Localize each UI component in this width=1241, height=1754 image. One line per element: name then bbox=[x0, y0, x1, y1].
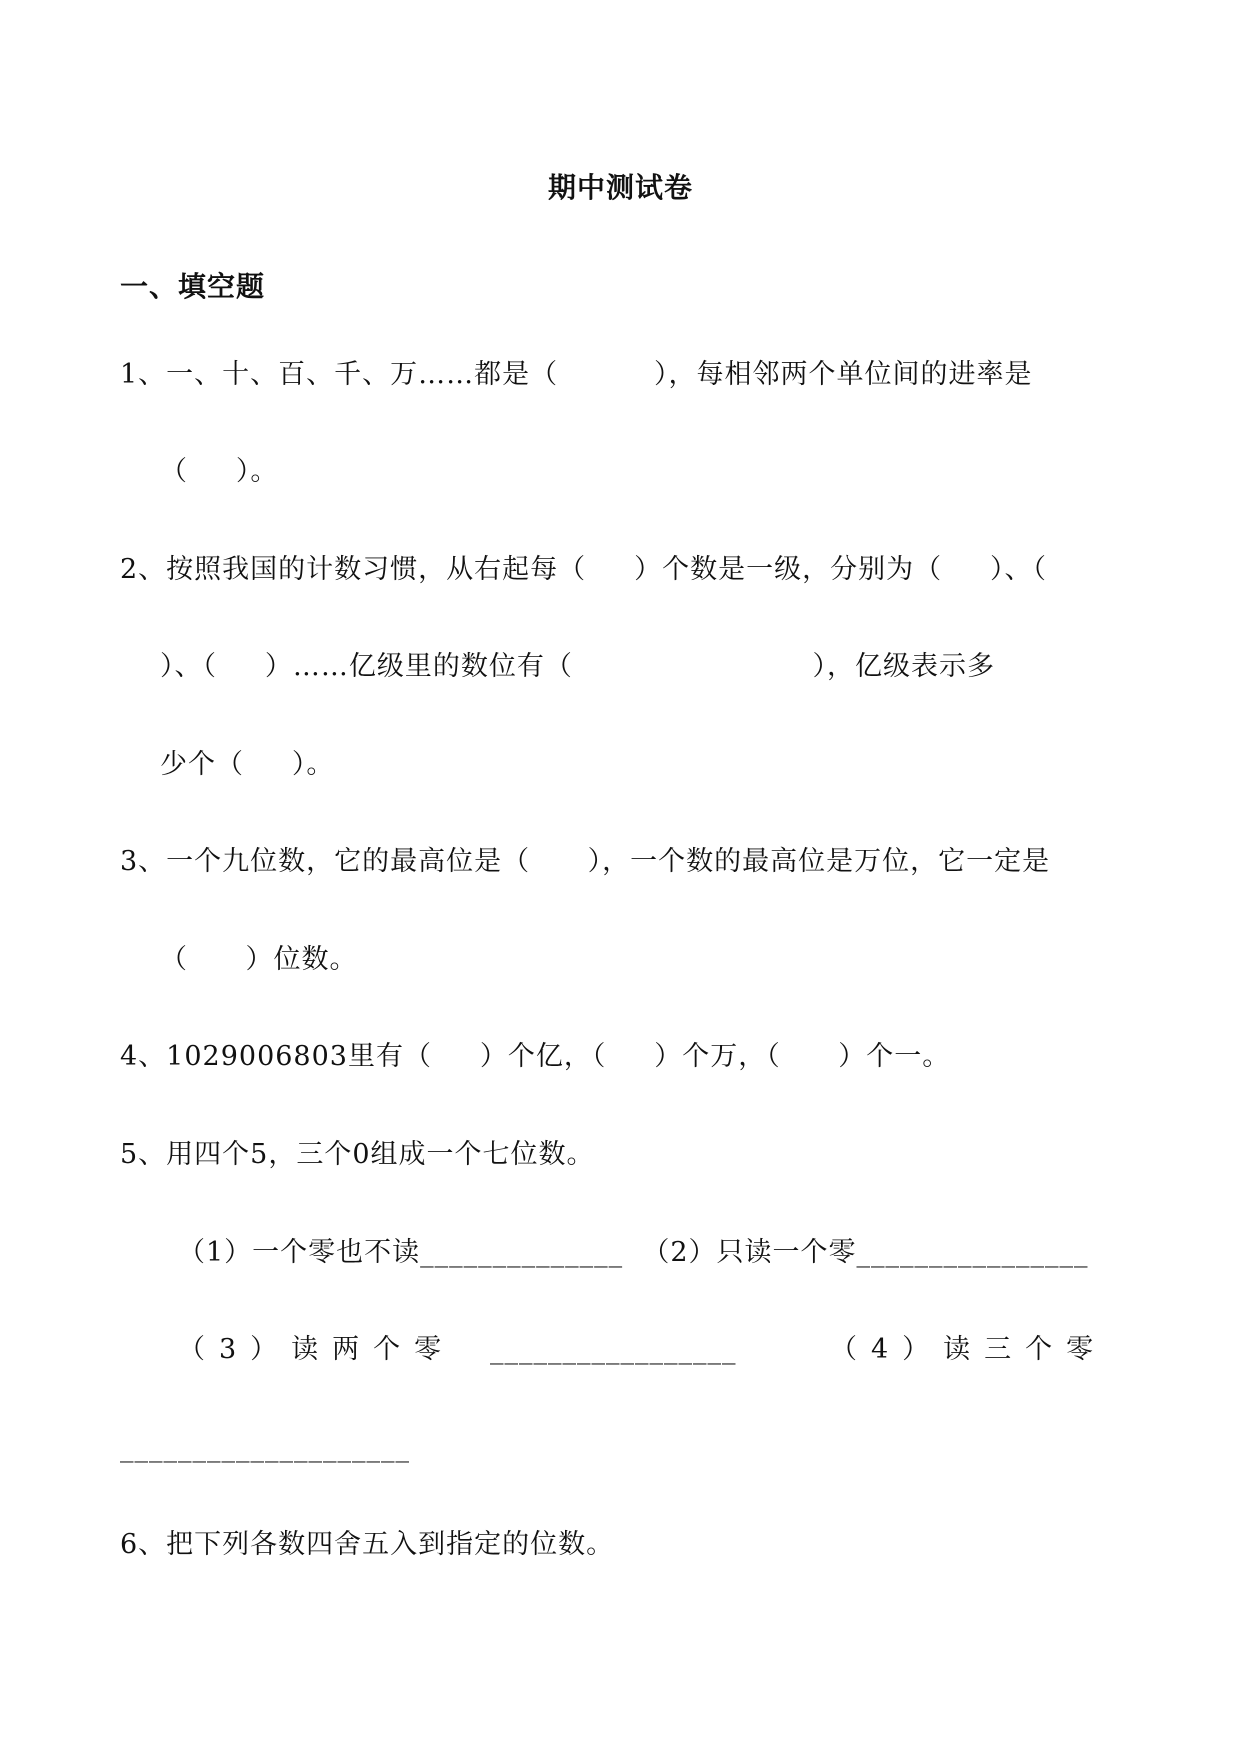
question-4-line-1: 4、1029006803里有（ ）个亿，（ ）个万，（ ）个一。 bbox=[120, 1041, 951, 1072]
question-3-line-1: 3、一个九位数，它的最高位是（ ），一个数的最高位是万位，它一定是 bbox=[120, 846, 1051, 877]
question-2-line-3: 少个（ ）。 bbox=[160, 749, 335, 780]
question-6-line-1: 6、把下列各数四舍五入到指定的位数。 bbox=[120, 1529, 615, 1560]
question-5-line-1: 5、用四个5，三个0组成一个七位数。 bbox=[120, 1139, 595, 1170]
question-2-line-1: 2、按照我国的计数习惯，从右起每（ ）个数是一级，分别为（ ）、（ bbox=[120, 554, 1048, 585]
section-heading: 一、填空题 bbox=[120, 270, 266, 303]
question-2-line-2: ）、（ ）……亿级里的数位有（ ），亿级表示多 bbox=[160, 651, 995, 682]
question-1-line-2: （ ）。 bbox=[160, 456, 279, 487]
question-5-sub-3: （3）读两个零 bbox=[178, 1334, 456, 1365]
question-3-line-2: （ ）位数。 bbox=[160, 944, 358, 975]
question-1-line-1: 1、一、十、百、千、万……都是（ ），每相邻两个单位间的进率是 bbox=[120, 359, 1033, 390]
question-5-sub-3-blank: _________________ bbox=[490, 1334, 737, 1365]
question-5-sub-4-blank: ____________________ bbox=[120, 1432, 410, 1463]
page-title: 期中测试卷 bbox=[547, 171, 693, 204]
question-5-sub-4: （4）读三个零 bbox=[830, 1334, 1108, 1365]
question-5-sub-1-2: （1）一个零也不读______________ （2）只读一个零________________ bbox=[178, 1237, 1089, 1268]
